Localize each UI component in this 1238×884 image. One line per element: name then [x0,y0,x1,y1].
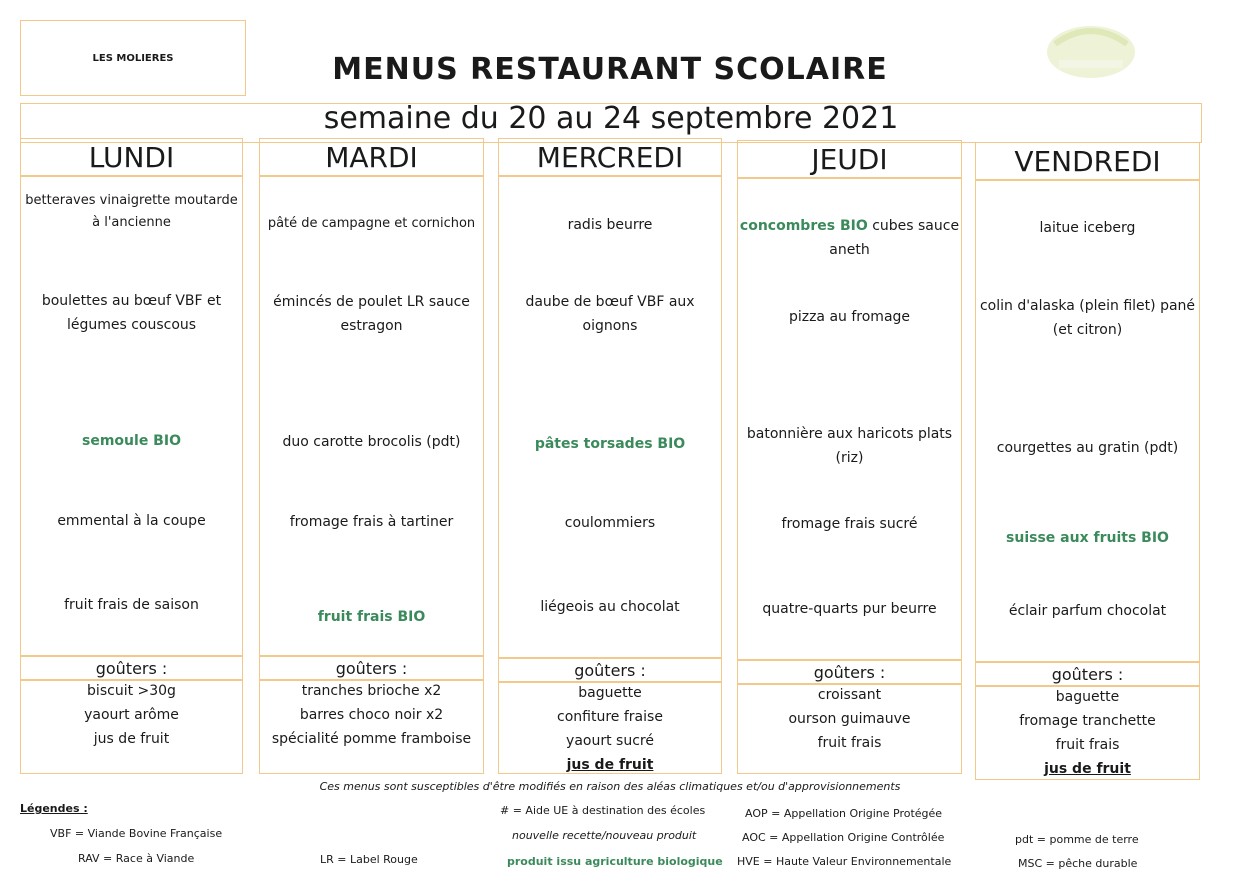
day-name: JEUDI [811,142,888,176]
day-name: VENDREDI [1014,144,1161,178]
dish-starter: pâté de campagne et cornichon [267,216,476,231]
snack-header-lundi [20,656,243,680]
snack-item-highlight: jus de fruit [1044,761,1131,777]
dish-dessert: liégeois au chocolat [540,599,680,615]
snack-item-wrap [499,753,721,777]
dish-side: duo carotte brocolis (pdt) [282,434,461,450]
snack-item-highlight: jus de fruit [566,757,654,773]
day-header-jeudi [737,140,962,178]
dish-cheese: fromage frais à tartiner [289,514,454,530]
dish-starter: laitue iceberg [1039,220,1136,236]
page-title: MENUS RESTAURANT SCOLAIRE [332,52,888,87]
legend-title: Légendes : [20,802,88,815]
legend-vbf: VBF = Viande Bovine Française [50,827,223,840]
legend-pdt: pdt = pomme de terre [1015,833,1139,846]
snack-label: goûters : [574,660,646,680]
snack-item: fruit frais [817,735,882,751]
dish-cheese: coulommiers [564,515,656,531]
dish-starter-bio: concombres BIO [739,218,868,234]
week-title: semaine du 20 au 24 septembre 2021 [323,101,899,136]
dish-side: batonnière aux haricots plats (riz) [746,426,953,466]
snack-list-mardi [259,680,484,774]
legend-hash: # = Aide UE à destination des écoles [500,804,706,817]
snack-list-lundi [20,680,243,774]
legend-rav: RAV = Race à Viande [78,852,195,865]
legend-new-recipe: nouvelle recette/nouveau produit [512,829,697,842]
day-name: MARDI [325,140,418,174]
snack-header-mercredi [498,658,722,682]
snack-item: yaourt arôme [84,707,179,723]
disclaimer: Ces menus sont susceptibles d'être modifiés en raison des aléas climatiques et/ou d'approvisionnements [319,780,901,793]
dish-side: courgettes au gratin (pdt) [996,440,1179,456]
day-header-vendredi [975,142,1200,180]
day-name: MERCREDI [536,140,684,174]
snack-label: goûters : [1051,664,1124,684]
snack-item: tranches brioche x2 [301,683,442,699]
dish-main: boulettes au bœuf VBF et légumes couscous [41,293,222,333]
dish-starter [738,214,961,262]
snack-header-vendredi [975,662,1200,686]
snack-item-wrap [976,757,1199,781]
day-header-mercredi [498,138,722,176]
snack-item: biscuit >30g [87,683,176,699]
dish-side: pâtes torsades BIO [534,436,686,452]
snack-item: spécialité pomme framboise [271,731,472,747]
dish-cheese: suisse aux fruits BIO [1006,530,1169,546]
dish-dessert: quatre-quarts pur beurre [762,601,937,617]
day-menu-lundi [20,176,243,656]
snack-item: fromage tranchette [1019,713,1156,729]
day-menu-vendredi [975,180,1200,662]
logo-icon [1045,22,1137,80]
day-menu-mercredi [498,176,722,658]
dish-starter: betteraves vinaigrette moutarde à l'ancienne [25,193,238,230]
legend-aop: AOP = Appellation Origine Protégée [745,807,943,820]
snack-header-mardi [259,656,484,680]
snack-item: baguette [1055,689,1120,705]
snack-item: baguette [578,685,642,701]
school-name-box [20,20,246,96]
snack-header-jeudi [737,660,962,684]
snack-item: fruit frais [1055,737,1120,753]
snack-label: goûters : [335,658,408,678]
dish-main: daube de bœuf VBF aux oignons [525,294,695,334]
dish-starter: radis beurre [567,217,653,233]
dish-main: pizza au fromage [788,309,911,325]
snack-label: goûters : [95,658,168,678]
day-menu-mardi [259,176,484,656]
snack-item: croissant [817,687,882,703]
legend-aoc: AOC = Appellation Origine Contrôlée [742,831,945,844]
legend-lr: LR = Label Rouge [320,853,418,866]
snack-item: barres choco noir x2 [299,707,444,723]
legend-msc: MSC = pêche durable [1018,857,1138,870]
dish-cheese: fromage frais sucré [781,516,918,532]
dish-side: semoule BIO [82,433,181,449]
legend-hve: HVE = Haute Valeur Environnementale [737,855,952,868]
dish-dessert: fruit frais de saison [64,597,199,613]
dish-dessert: éclair parfum chocolat [1008,603,1167,619]
snack-item: confiture fraise [557,709,663,725]
dish-dessert: fruit frais BIO [317,609,426,625]
day-header-mardi [259,138,484,176]
dish-starter-rest: cubes sauce aneth [829,218,960,258]
school-name: LES MOLIERES [92,52,174,64]
day-menu-jeudi [737,178,962,660]
snack-list-mercredi [498,682,722,774]
day-name: LUNDI [88,140,175,174]
dish-main: colin d'alaska (plein filet) pané (et citron) [979,298,1196,338]
snack-item: ourson guimauve [788,711,911,727]
snack-item: yaourt sucré [566,733,654,749]
snack-item: jus de fruit [93,731,170,747]
day-header-lundi [20,138,243,176]
snack-list-vendredi [975,686,1200,780]
snack-list-jeudi [737,684,962,774]
legend-bio: produit issu agriculture biologique [507,855,723,868]
dish-cheese: emmental à la coupe [57,513,206,529]
dish-main: émincés de poulet LR sauce estragon [273,294,470,334]
snack-label: goûters : [813,662,886,682]
